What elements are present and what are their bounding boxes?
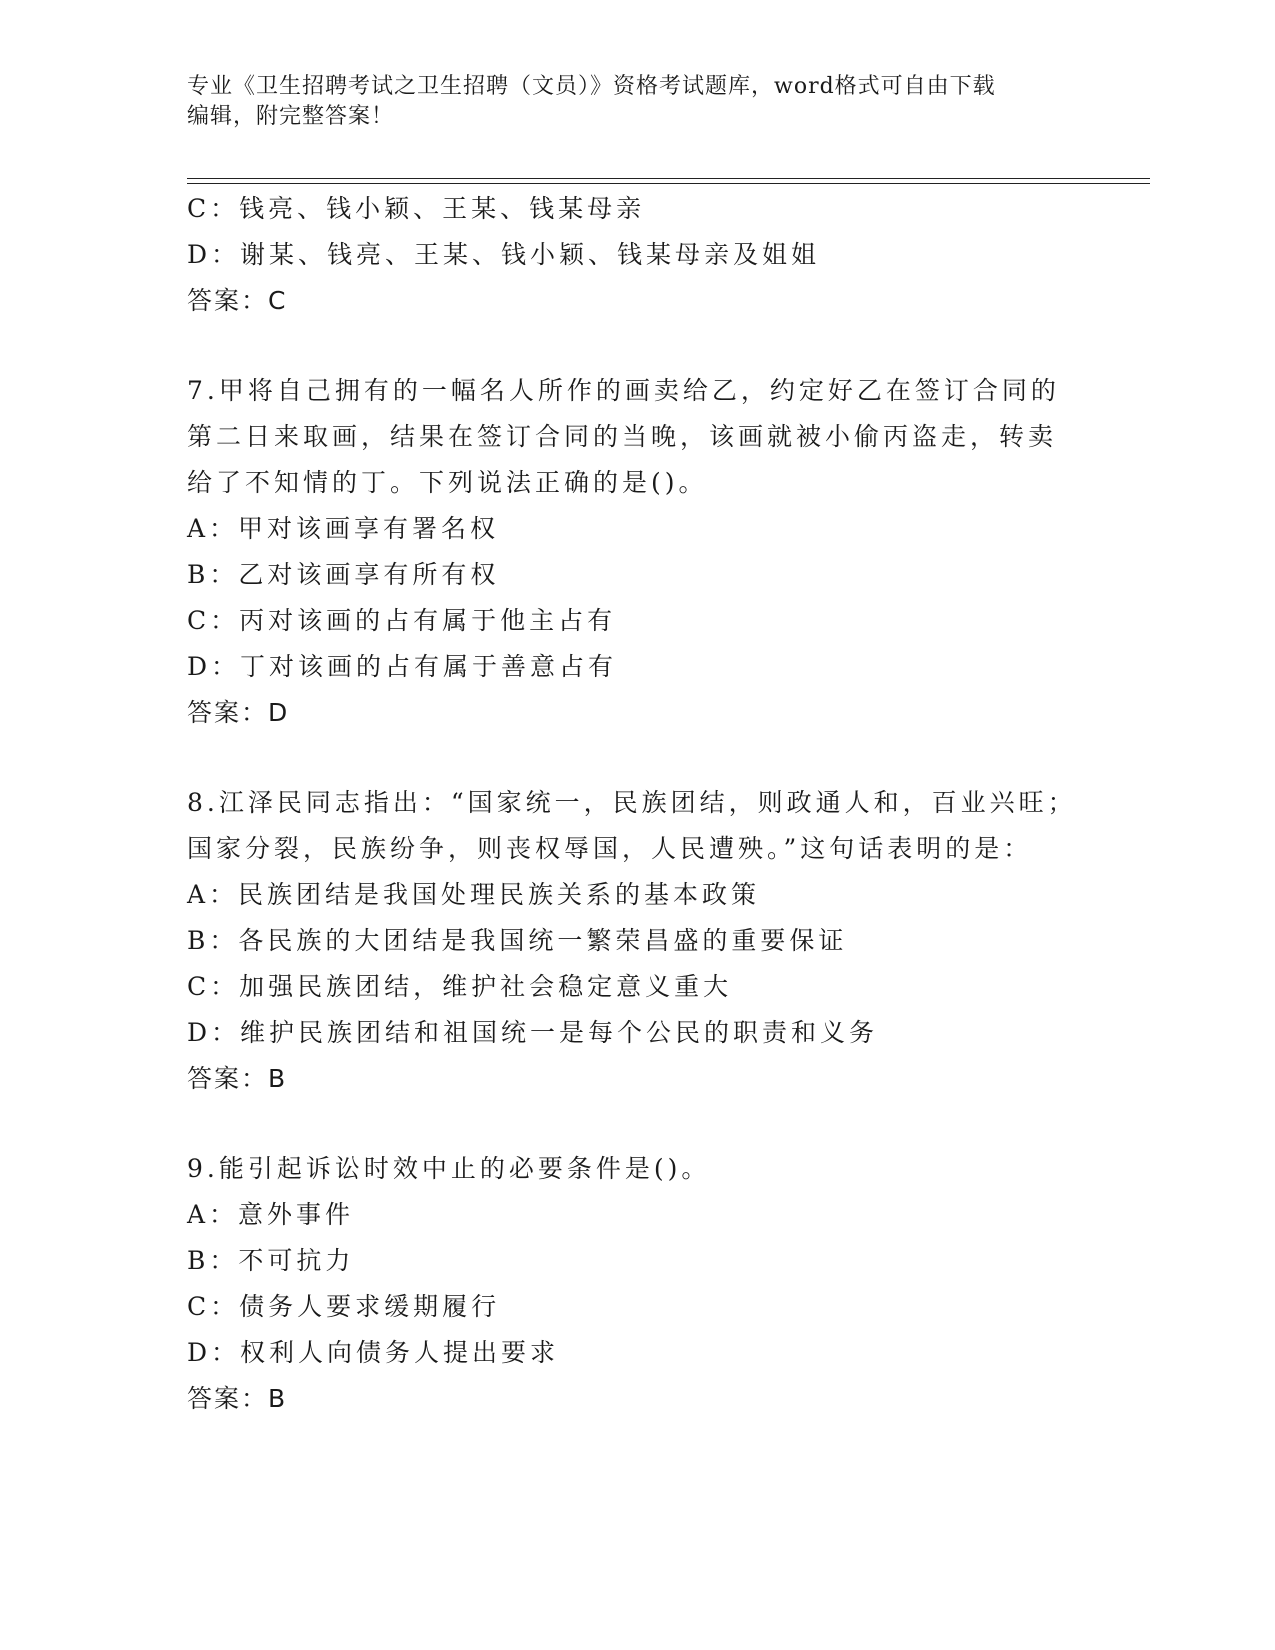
question-stem: 给了不知情的丁。下列说法正确的是()。 — [187, 468, 708, 497]
answer-line: 答案：B — [187, 1064, 288, 1093]
option-c: C：丙对该画的占有属于他主占有 — [187, 606, 617, 635]
option-b: B：各民族的大团结是我国统一繁荣昌盛的重要保证 — [187, 926, 848, 955]
option-d: D：丁对该画的占有属于善意占有 — [187, 652, 618, 681]
option-c: C：钱亮、钱小颖、王某、钱某母亲 — [187, 194, 646, 223]
question-stem: 8.江泽民同志指出：“国家统一，民族团结，则政通人和，百业兴旺； — [187, 788, 1077, 817]
answer-line: 答案：B — [187, 1384, 288, 1413]
option-d: D：谢某、钱亮、王某、钱小颖、钱某母亲及姐姐 — [187, 240, 821, 269]
question-stem: 9.能引起诉讼时效中止的必要条件是()。 — [187, 1154, 711, 1183]
question-8 — [187, 780, 1147, 1102]
header-line-2: 编辑，附完整答案！ — [187, 104, 395, 129]
option-b: B：不可抗力 — [187, 1246, 355, 1275]
option-b: B：乙对该画享有所有权 — [187, 560, 500, 589]
spacer — [187, 324, 1147, 368]
header-rule-top — [187, 178, 1150, 179]
question-7 — [187, 368, 1147, 736]
option-c: C：加强民族团结，维护社会稳定意义重大 — [187, 972, 733, 1001]
question-list — [187, 186, 1147, 1422]
spacer — [187, 1102, 1147, 1146]
answer-line: 答案：D — [187, 698, 290, 727]
option-a: A：民族团结是我国处理民族关系的基本政策 — [187, 880, 761, 909]
option-a: A：甲对该画享有署名权 — [187, 514, 500, 543]
answer-line: 答案：C — [187, 286, 288, 315]
question-stem: 国家分裂，民族纷争，则丧权辱国，人民遭殃。”这句话表明的是： — [187, 834, 1033, 863]
document-header — [187, 72, 1067, 132]
option-d: D：权利人向债务人提出要求 — [187, 1338, 560, 1367]
header-rule-bottom — [187, 183, 1150, 184]
question-stem: 7.甲将自己拥有的一幅名人所作的画卖给乙，约定好乙在签订合同的 — [187, 376, 1060, 405]
question-9 — [187, 1146, 1147, 1422]
question-stem: 第二日来取画，结果在签订合同的当晚，该画就被小偷丙盗走，转卖 — [187, 422, 1058, 451]
question-6-continued — [187, 186, 1147, 324]
header-line-1: 专业《卫生招聘考试之卫生招聘（文员）》资格考试题库，word格式可自由下载 — [187, 74, 996, 99]
option-d: D：维护民族团结和祖国统一是每个公民的职责和义务 — [187, 1018, 879, 1047]
option-a: A：意外事件 — [187, 1200, 355, 1229]
spacer — [187, 736, 1147, 780]
option-c: C：债务人要求缓期履行 — [187, 1292, 501, 1321]
